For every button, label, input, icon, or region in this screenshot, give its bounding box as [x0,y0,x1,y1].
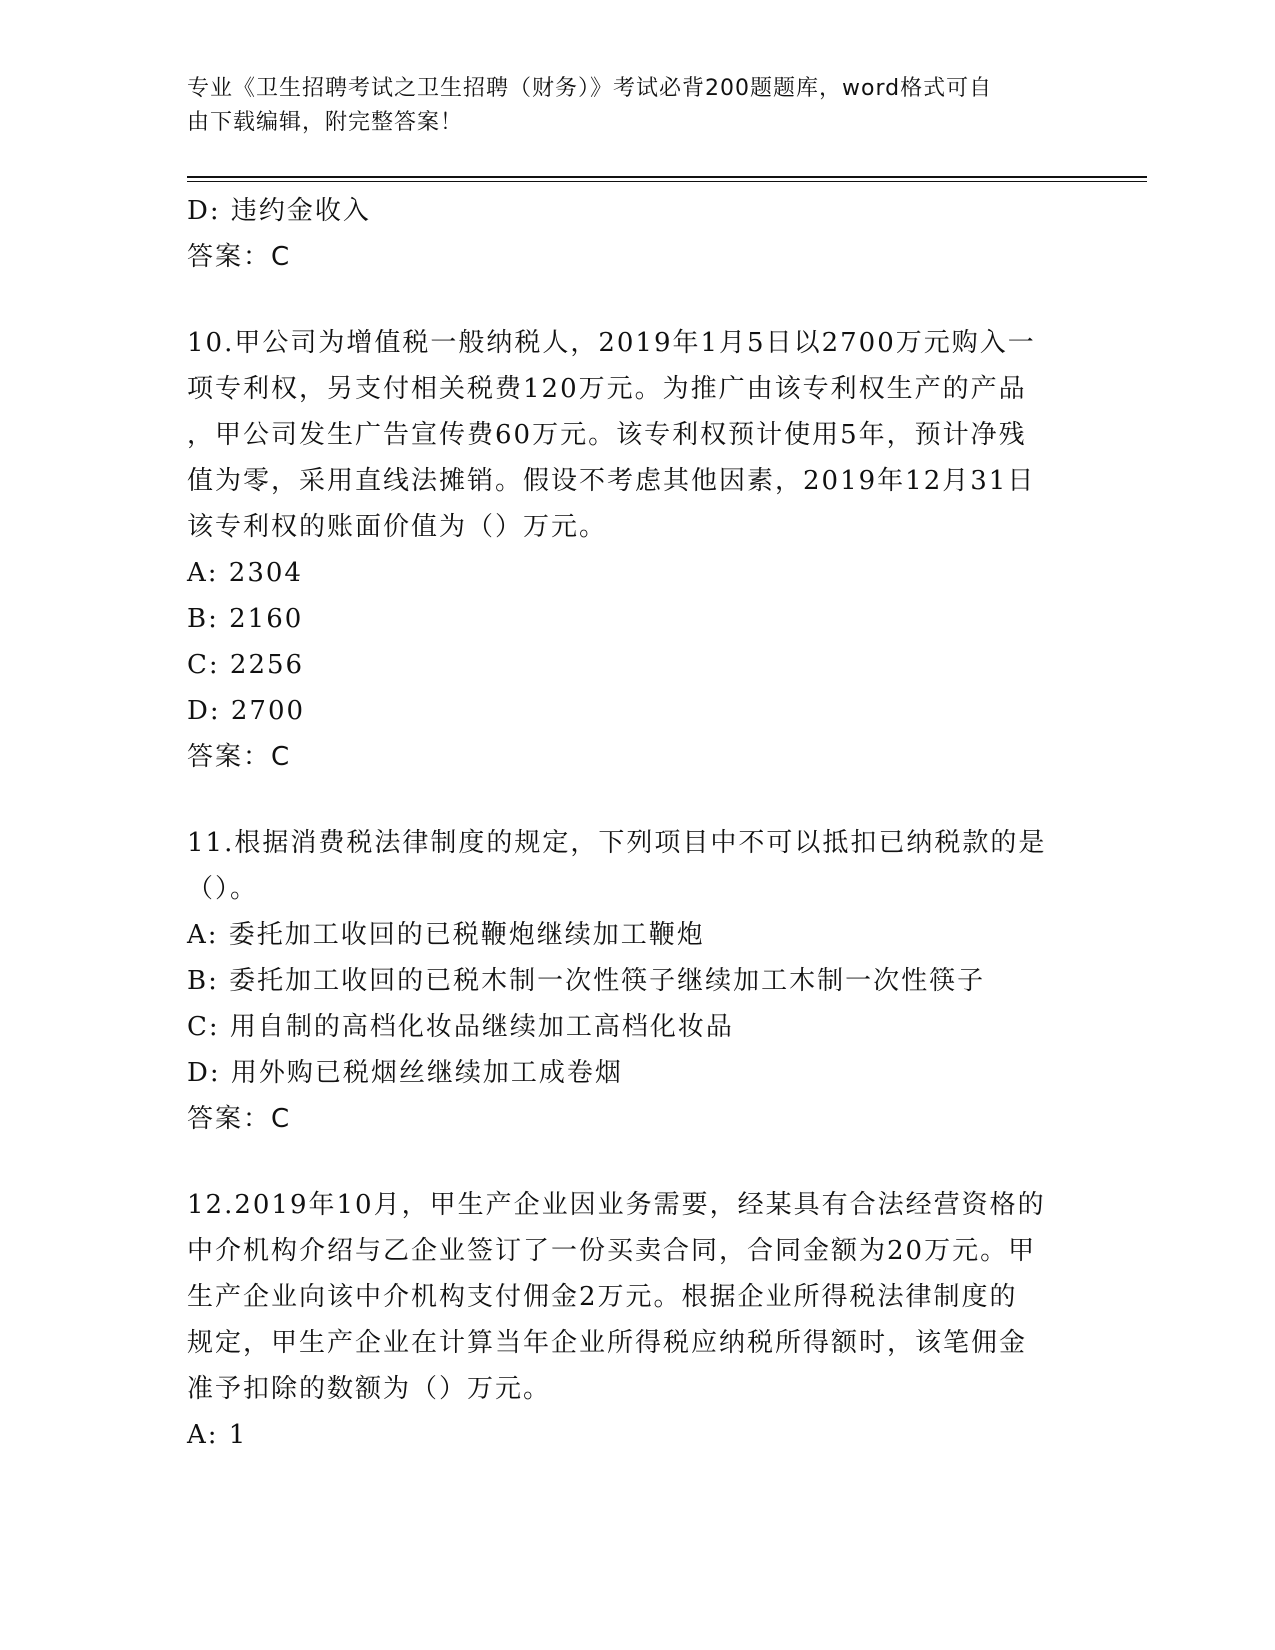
question-text-line: 12.2019年10月，甲生产企业因业务需要，经某具有合法经营资格的 [187,1190,1046,1220]
header-line-1: 专业《卫生招聘考试之卫生招聘（财务）》考试必背200题题库，word格式可自 [187,76,993,101]
option-d: D: 用外购已税烟丝继续加工成卷烟 [187,1058,623,1088]
question-11 [187,820,1067,1142]
question-10 [187,320,1067,780]
option-a: A: 2304 [187,558,303,588]
option-d: D: 违约金收入 [187,196,371,226]
option-d: D: 2700 [187,696,306,726]
option-a: A: 委托加工收回的已税鞭炮继续加工鞭炮 [187,920,705,950]
question-text-line: 中介机构介绍与乙企业签订了一份买卖合同，合同金额为20万元。甲 [187,1236,1037,1266]
answer-line: 答案：C [187,742,292,772]
page-header [187,72,1067,140]
question-text-line: 该专利权的账面价值为（）万元。 [187,512,608,542]
option-c: C: 2256 [187,650,305,680]
question-text-line: 值为零，采用直线法摊销。假设不考虑其他因素，2019年12月31日 [187,466,1036,496]
header-divider-thin [187,181,1147,182]
question-text-line: （）。 [187,874,259,904]
document-body [187,188,1067,1458]
answer-line: 答案：C [187,1104,292,1134]
option-b: B: 2160 [187,604,304,634]
answer-line: 答案：C [187,242,292,272]
question-text-line: 项专利权，另支付相关税费120万元。为推广由该专利权生产的产品 [187,374,1027,404]
question-text-line: 规定，甲生产企业在计算当年企业所得税应纳税所得额时，该笔佣金 [187,1328,1028,1358]
header-line-2: 由下载编辑，附完整答案！ [187,110,464,135]
question-text-line: 生产企业向该中介机构支付佣金2万元。根据企业所得税法律制度的 [187,1282,1018,1312]
question-text-line: 11.根据消费税法律制度的规定，下列项目中不可以抵扣已纳税款的是 [187,828,1047,858]
question-9-continuation [187,188,1067,280]
option-b: B: 委托加工收回的已税木制一次性筷子继续加工木制一次性筷子 [187,966,986,996]
option-c: C: 用自制的高档化妆品继续加工高档化妆品 [187,1012,734,1042]
option-a: A: 1 [187,1420,248,1450]
header-divider-thick [187,176,1147,178]
question-text-line: 10.甲公司为增值税一般纳税人，2019年1月5日以2700万元购入一 [187,328,1036,358]
question-12 [187,1182,1067,1458]
question-text-line: ，甲公司发生广告宣传费60万元。该专利权预计使用5年，预计净残 [187,420,1027,450]
question-text-line: 准予扣除的数额为（）万元。 [187,1374,552,1404]
